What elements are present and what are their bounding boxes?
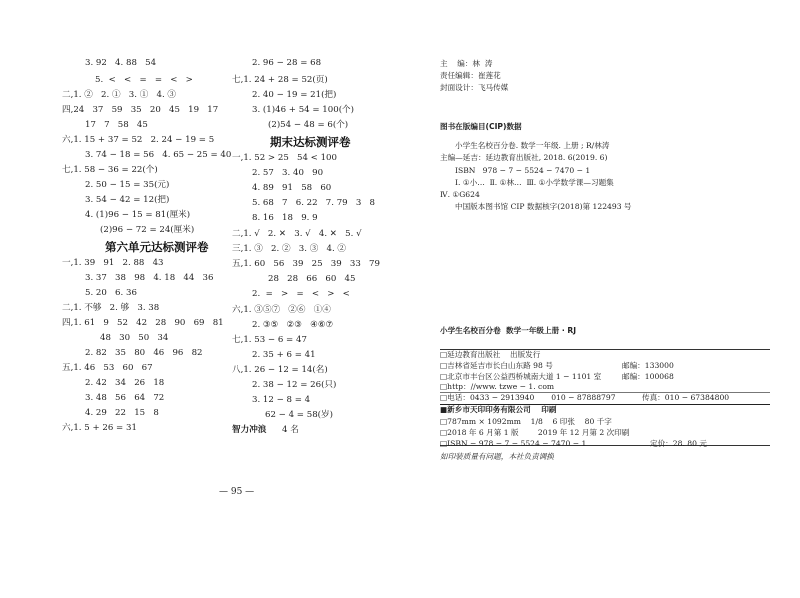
cip-line: 小学生名校百分卷. 数学一年级. 上册 ; R/林涛: [455, 141, 610, 150]
answer-line: 8. 16 18 9. 9: [252, 213, 318, 223]
credit-line: 封面设计：飞马传媒: [440, 83, 509, 92]
answer-line: 二,1. 不够 2. 够 3. 38: [62, 303, 160, 313]
answer-line: 17 7 58 45: [85, 120, 148, 130]
answer-line: 4. 29 22 15 8: [85, 408, 159, 418]
answer-line: 五,1. 60 56 39 25 39 33 79: [232, 259, 380, 269]
credit-line: 主 编：林 涛: [440, 59, 493, 68]
colophon-row-right: 定价：28. 80 元: [650, 439, 707, 448]
colophon-footnote: 如印装质量有问题，本社负责调换: [440, 452, 554, 461]
answer-line: 5. 20 6. 36: [85, 288, 137, 298]
answer-line: 四,24 37 59 35 20 45 19 17: [62, 105, 219, 115]
answer-line: 3. 92 4. 88 54: [85, 58, 157, 68]
answer-line: 2. 40 − 19 = 21(把): [252, 90, 337, 100]
colophon-row: □吉林省延吉市长白山东路 98 号: [440, 361, 553, 370]
colophon-row: ■新乡市天印印务有限公司 印刷: [440, 405, 557, 414]
cip-heading: 图书在版编目(CIP)数据: [440, 122, 522, 131]
colophon-row: □http：//www. tzwe − 1. com: [440, 382, 555, 391]
answer-line: 3. 12 − 8 = 4: [252, 395, 311, 405]
colophon-title: 小学生名校百分卷 数学一年级上册 · RJ: [440, 326, 577, 335]
answer-line: 2. 38 − 12 = 26(只): [252, 380, 337, 390]
answer-line: 3. 54 − 42 = 12(把): [85, 195, 170, 205]
credit-line: 责任编辑：崔莲花: [440, 71, 501, 80]
answer-line: 2. ③⑤ ②③ ④⑥⑦: [252, 320, 334, 330]
colophon-row-right: 邮编：100068: [622, 372, 674, 381]
answer-line: 五,1. 46 53 60 67: [62, 363, 153, 373]
answer-line: 六,1. ③⑤⑦ ②⑥ ①④: [232, 305, 331, 315]
answer-line: 一,1. 52 > 25 54 < 100: [232, 153, 337, 163]
answer-line: 2. 57 3. 40 90: [252, 168, 324, 178]
answer-line: 4. (1)96 − 15 = 81(厘米): [85, 210, 191, 220]
colophon-row: □2018 年 6 月第 1 版 2019 年 12 月第 2 次印刷: [440, 428, 630, 437]
cip-line: 主编—延吉：延边教育出版社, 2018. 6(2019. 6): [440, 153, 608, 162]
answer-line: 七,1. 24 + 28 = 52(页): [232, 75, 328, 85]
answer-line: 5. 68 7 6. 22 7. 79 3 8: [252, 198, 375, 208]
answer-line: 六,1. 5 + 26 = 31: [62, 423, 137, 433]
section-title: 智力冲浪: [232, 425, 267, 435]
answer-line: 4. 89 91 58 60: [252, 183, 332, 193]
colophon-row: □ISBN − 978 − 7 − 5524 − 7470 − 1: [440, 439, 587, 448]
cip-line: Ⅳ. ①G624: [440, 190, 480, 199]
answer-line: 七,1. 53 − 6 = 47: [232, 335, 307, 345]
answer-line: 5. < < = = < >: [95, 75, 193, 85]
answer-line: 一,1. 39 91 2. 88 43: [62, 258, 164, 268]
answer-line: 2. 82 35 80 46 96 82: [85, 348, 203, 358]
answer-line: 八,1. 26 − 12 = 14(名): [232, 365, 328, 375]
colophon-row-right: 邮编：133000: [622, 361, 674, 370]
answer-line: 2. 96 − 28 = 68: [252, 58, 322, 68]
colophon-row: □延边教育出版社 出版发行: [440, 350, 541, 359]
answer-line: 四,1. 61 9 52 42 28 90 69 81: [62, 318, 224, 328]
cip-line: Ⅰ. ①小… Ⅱ. ①林… Ⅲ. ①小学数学课—习题集: [455, 178, 614, 187]
colophon-row-right: 传真：010 − 67384800: [642, 393, 730, 402]
cip-line: 中国版本图书馆 CIP 数据核字(2018)第 122493 号: [455, 202, 632, 211]
answer-line: 六,1. 15 + 37 = 52 2. 24 − 19 = 5: [62, 135, 215, 145]
answer-line: 2. 42 34 26 18: [85, 378, 165, 388]
answer-line: 2. = > = < > <: [252, 289, 350, 299]
answer-line: 62 − 4 = 58(岁): [265, 410, 333, 420]
colophon-row: □电话：0433 − 2913940 010 − 87888797: [440, 393, 616, 402]
answer-line: 2. 50 − 15 = 35(元): [85, 180, 170, 190]
cip-line: ISBN 978 − 7 − 5524 − 7470 − 1: [455, 166, 591, 175]
page-number: — 95 —: [219, 487, 255, 497]
answer-line: (2)96 − 72 = 24(厘米): [100, 225, 195, 235]
answer-line: 48 30 50 34: [100, 333, 169, 343]
section-title: 期末达标测评卷: [270, 135, 351, 149]
answer-line: 二,1. √ 2. ✕ 3. √ 4. ✕ 5. √: [232, 229, 362, 239]
answer-line: 4 名: [282, 425, 299, 435]
answer-line: 3. 37 38 98 4. 18 44 36: [85, 273, 214, 283]
colophon-row: □787mm × 1092mm 1/8 6 印张 80 千字: [440, 417, 612, 426]
answer-line: 三,1. ③ 2. ② 3. ③ 4. ②: [232, 244, 347, 254]
answer-line: (2)54 − 48 = 6(个): [268, 120, 349, 130]
answer-line: 3. 48 56 64 72: [85, 393, 165, 403]
answer-line: 3. 74 − 18 = 56 4. 65 − 25 = 40: [85, 150, 232, 160]
colophon-row: □北京市丰台区公益西桥城南大道 1 − 1101 室: [440, 372, 602, 381]
section-title: 第六单元达标测评卷: [105, 240, 209, 254]
answer-line: 七,1. 58 − 36 = 22(个): [62, 165, 158, 175]
answer-line: 3. (1)46 + 54 = 100(个): [252, 105, 355, 115]
answer-line: 2. 35 + 6 = 41: [252, 350, 316, 360]
answer-line: 二,1. ② 2. ① 3. ① 4. ③: [62, 90, 177, 100]
answer-line: 28 28 66 60 45: [268, 274, 356, 284]
